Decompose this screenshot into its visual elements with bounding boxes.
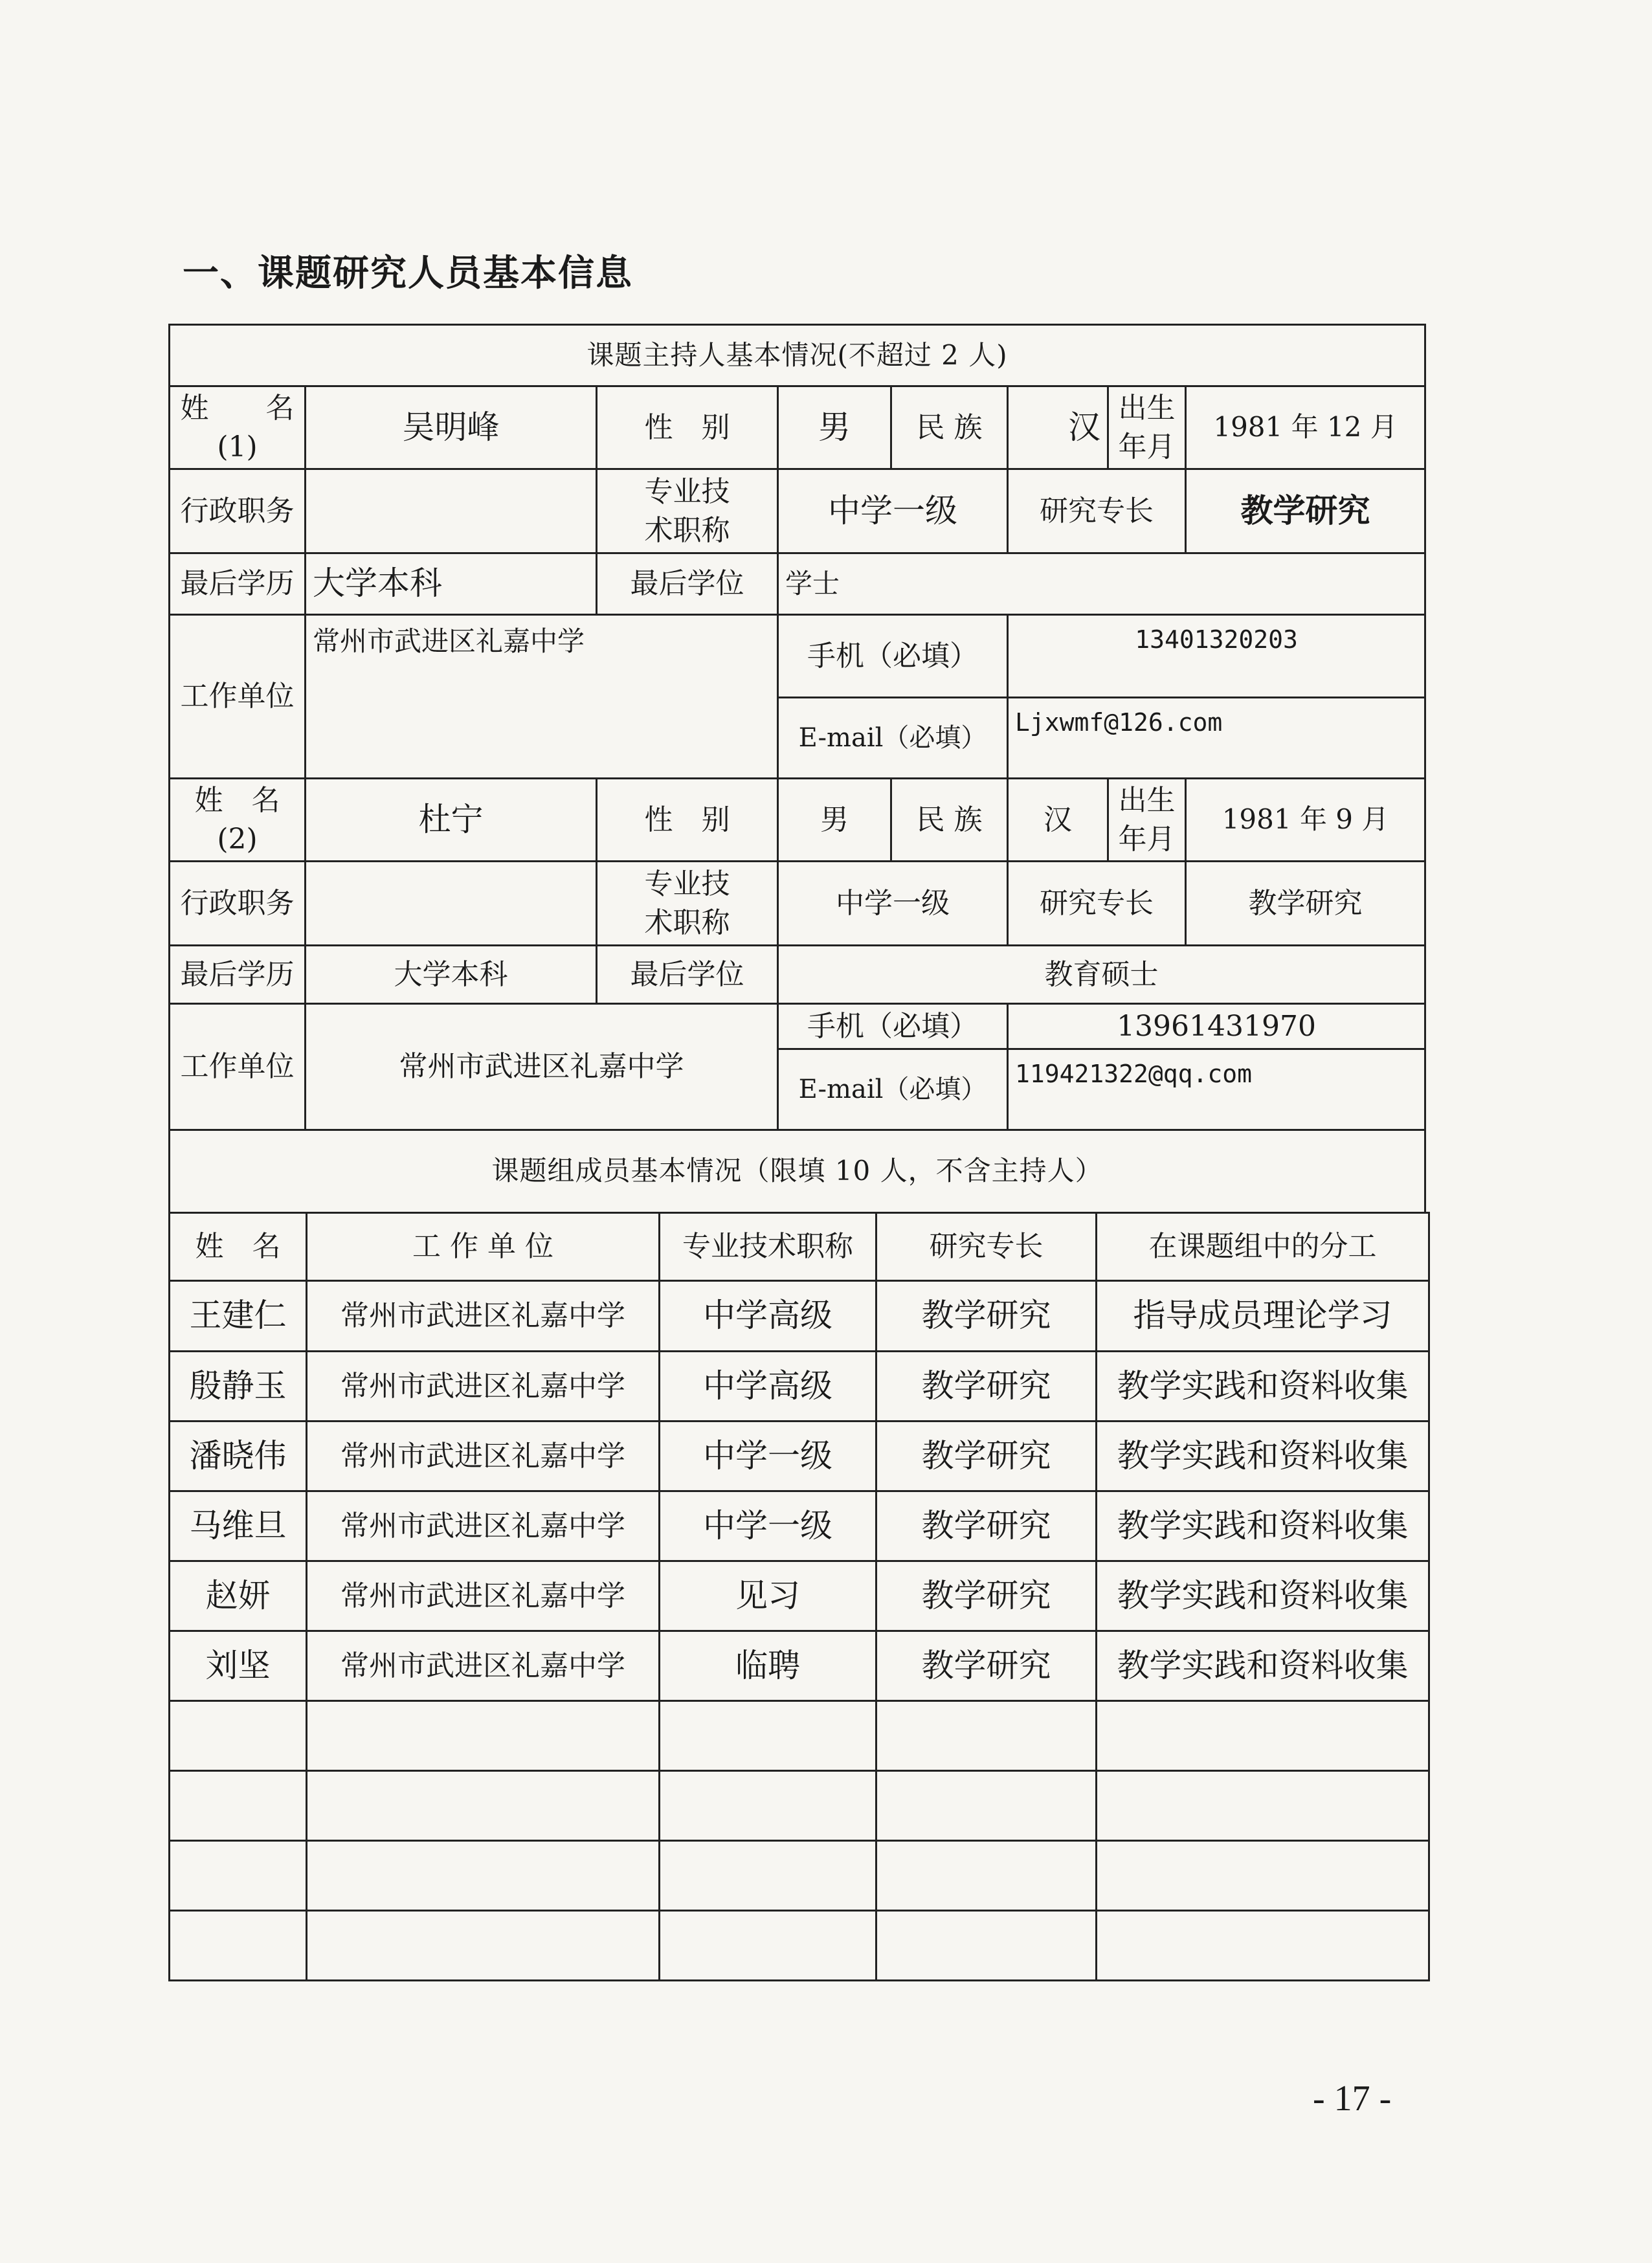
prof-title-label-2: 专业技 术职称 <box>597 862 778 946</box>
host2-last-degree: 教育硕士 <box>778 946 1425 1004</box>
table-row <box>170 1421 1429 1491</box>
member-title: 中学一级 <box>660 1491 876 1561</box>
member-unit: 常州市武进区礼嘉中学 <box>307 1421 660 1491</box>
col-spec: 研究专长 <box>876 1213 1097 1281</box>
member-role: 教学实践和资料收集 <box>1097 1421 1429 1491</box>
member-name: 潘晓伟 <box>170 1421 307 1491</box>
member-spec: 教学研究 <box>876 1491 1097 1561</box>
member-unit: 常州市武进区礼嘉中学 <box>307 1631 660 1701</box>
table-row <box>170 1631 1429 1701</box>
host1-work-unit: 常州市武进区礼嘉中学 <box>306 615 778 779</box>
host1-birth: 1981 年 12 月 <box>1186 386 1425 469</box>
birth-label-2: 出生 年月 <box>1108 779 1186 862</box>
last-degree-label-2: 最后学位 <box>597 946 778 1004</box>
host2-work-unit: 常州市武进区礼嘉中学 <box>306 1004 778 1130</box>
member-role: 教学实践和资料收集 <box>1097 1352 1429 1421</box>
table-row <box>170 1352 1429 1421</box>
col-name: 姓 名 <box>170 1213 307 1281</box>
member-role: 指导成员理论学习 <box>1097 1281 1429 1352</box>
host-table <box>168 324 1426 1214</box>
members-header: 课题组成员基本情况（限填 10 人，不含主持人） <box>170 1130 1425 1213</box>
host2-email: 119421322@qq.com <box>1008 1049 1425 1130</box>
member-role: 教学实践和资料收集 <box>1097 1561 1429 1631</box>
member-spec: 教学研究 <box>876 1352 1097 1421</box>
host2-last-edu: 大学本科 <box>306 946 597 1004</box>
table-row <box>170 1281 1429 1352</box>
member-unit: 常州市武进区礼嘉中学 <box>307 1491 660 1561</box>
member-title: 见习 <box>660 1561 876 1631</box>
email-label-2: E-mail（必填） <box>778 1049 1008 1130</box>
research-spec-label: 研究专长 <box>1008 469 1186 553</box>
host1-last-degree: 学士 <box>778 553 1425 615</box>
member-spec: 教学研究 <box>876 1631 1097 1701</box>
email-label: E-mail（必填） <box>778 698 1008 779</box>
member-unit: 常州市武进区礼嘉中学 <box>307 1281 660 1352</box>
empty-row <box>170 1841 1429 1911</box>
col-title: 专业技术职称 <box>660 1213 876 1281</box>
host2-prof-title: 中学一级 <box>778 862 1008 946</box>
host1-gender: 男 <box>778 386 891 469</box>
member-title: 中学一级 <box>660 1421 876 1491</box>
host1-email: Ljxwmf@126.com <box>1008 698 1425 779</box>
host1-last-edu: 大学本科 <box>306 553 597 615</box>
mobile-label: 手机（必填） <box>778 615 1008 698</box>
members-table <box>168 1212 1430 1981</box>
member-name: 马维旦 <box>170 1491 307 1561</box>
member-name: 赵妍 <box>170 1561 307 1631</box>
ethnicity-label-2: 民 族 <box>891 779 1008 862</box>
last-edu-label-2: 最后学历 <box>170 946 306 1004</box>
host1-research-spec: 教学研究 <box>1186 469 1425 553</box>
admin-post-label-2: 行政职务 <box>170 862 306 946</box>
gender-label-2: 性 别 <box>597 779 778 862</box>
work-unit-label-2: 工作单位 <box>170 1004 306 1130</box>
birth-label: 出生 年月 <box>1108 386 1186 469</box>
host2-ethnicity: 汉 <box>1008 779 1108 862</box>
host-header: 课题主持人基本情况(不超过 2 人) <box>170 325 1425 386</box>
member-role: 教学实践和资料收集 <box>1097 1491 1429 1561</box>
empty-row <box>170 1911 1429 1981</box>
section-title: 一、课题研究人员基本信息 <box>183 252 633 295</box>
name-label-1: 姓 名 (1) <box>170 386 306 469</box>
name-label-2: 姓 名 (2) <box>170 779 306 862</box>
member-unit: 常州市武进区礼嘉中学 <box>307 1352 660 1421</box>
member-spec: 教学研究 <box>876 1281 1097 1352</box>
ethnicity-label: 民 族 <box>891 386 1008 469</box>
empty-row <box>170 1701 1429 1771</box>
last-edu-label: 最后学历 <box>170 553 306 615</box>
table-row <box>170 1491 1429 1561</box>
host1-prof-title: 中学一级 <box>778 469 1008 553</box>
table-row <box>170 1561 1429 1631</box>
work-unit-label: 工作单位 <box>170 615 306 779</box>
member-spec: 教学研究 <box>876 1421 1097 1491</box>
host2-mobile: 13961431970 <box>1008 1004 1425 1049</box>
host2-name: 杜宁 <box>306 779 597 862</box>
host1-admin-post <box>306 469 597 553</box>
col-role: 在课题组中的分工 <box>1097 1213 1429 1281</box>
member-name: 殷静玉 <box>170 1352 307 1421</box>
member-title: 中学高级 <box>660 1281 876 1352</box>
member-name: 刘坚 <box>170 1631 307 1701</box>
host1-name: 吴明峰 <box>306 386 597 469</box>
admin-post-label: 行政职务 <box>170 469 306 553</box>
gender-label: 性 别 <box>597 386 778 469</box>
research-spec-label-2: 研究专长 <box>1008 862 1186 946</box>
page-number: - 17 - <box>1313 2079 1392 2119</box>
member-role: 教学实践和资料收集 <box>1097 1631 1429 1701</box>
prof-title-label: 专业技 术职称 <box>597 469 778 553</box>
host1-mobile: 13401320203 <box>1008 615 1425 698</box>
host2-birth: 1981 年 9 月 <box>1186 779 1425 862</box>
last-degree-label: 最后学位 <box>597 553 778 615</box>
host1-ethnicity: 汉 <box>1008 386 1108 469</box>
host2-admin-post <box>306 862 597 946</box>
member-name: 王建仁 <box>170 1281 307 1352</box>
member-spec: 教学研究 <box>876 1561 1097 1631</box>
members-header-row <box>170 1213 1429 1281</box>
empty-row <box>170 1771 1429 1841</box>
member-unit: 常州市武进区礼嘉中学 <box>307 1561 660 1631</box>
member-title: 中学高级 <box>660 1352 876 1421</box>
member-title: 临聘 <box>660 1631 876 1701</box>
col-unit: 工 作 单 位 <box>307 1213 660 1281</box>
info-form <box>168 324 1424 1981</box>
host2-gender: 男 <box>778 779 891 862</box>
host2-research-spec: 教学研究 <box>1186 862 1425 946</box>
mobile-label-2: 手机（必填） <box>778 1004 1008 1049</box>
